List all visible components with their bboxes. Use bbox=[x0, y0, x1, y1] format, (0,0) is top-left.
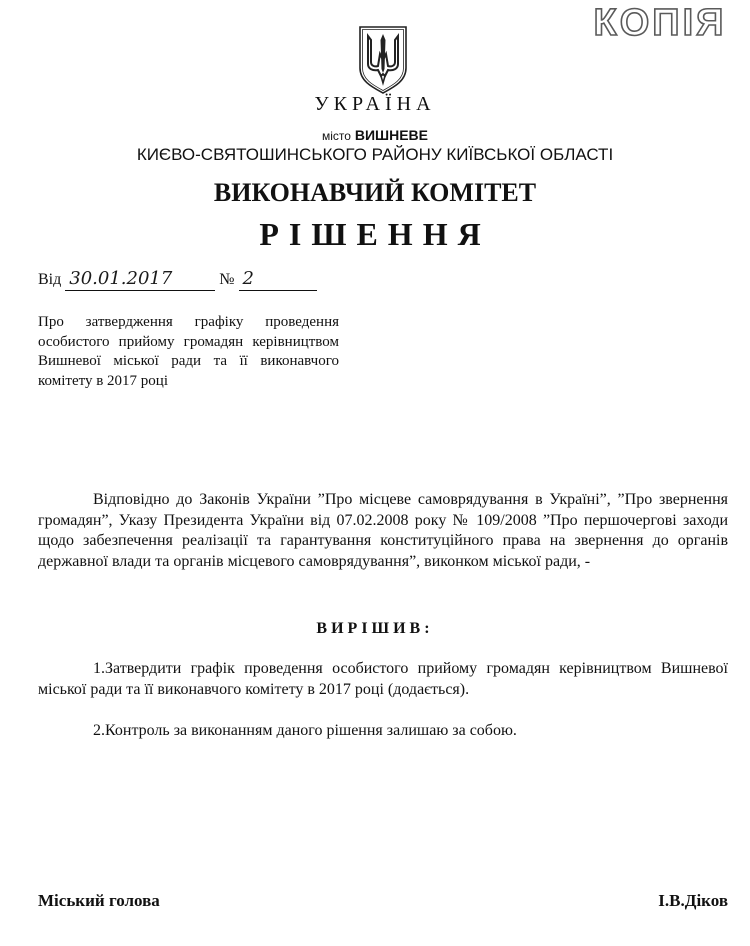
handwritten-number: 2 bbox=[239, 268, 317, 291]
committee-title: ВИКОНАВЧИЙ КОМІТЕТ bbox=[213, 178, 537, 207]
town-name: ВИШНЕВЕ bbox=[354, 127, 428, 143]
town-line bbox=[0, 126, 750, 145]
trident-coat-of-arms-icon bbox=[356, 24, 410, 96]
handwritten-date: 30.01.2017 bbox=[65, 268, 215, 291]
document-type-title: РІШЕННЯ bbox=[259, 216, 491, 252]
decision-subject: Про затвердження графіку проведення особистого прийому громадян керівництвом Вишневої міської ради та її виконавчого комітету в 2017 році bbox=[38, 314, 339, 389]
copy-stamp: КОПІЯ bbox=[593, 2, 727, 44]
decision-point-2: 2.Контроль за виконанням даного рішення залишаю за собою. bbox=[93, 722, 517, 739]
country-name: УКРАЇНА bbox=[314, 93, 436, 115]
resolved-heading: ВИРІШИВ: bbox=[316, 620, 434, 637]
town-prefix: місто bbox=[322, 129, 351, 143]
preamble-paragraph: Відповідно до Законів України ”Про місцеве самоврядування в Україні”, ”Про звернення громадян”, Указу Президента України від 07.02.2008 року № 109/2008 ”Про першочергові заходи щодо забезпечення реалізації та гарантування конституційного права на звернення до органів державної влади та органів місцевого самоврядування”, виконком міської ради, - bbox=[38, 491, 728, 570]
dateline bbox=[38, 268, 317, 291]
district-line: КИЄВО-СВЯТОШИНСЬКОГО РАЙОНУ КИЇВСЬКОЇ ОБЛАСТІ bbox=[136, 145, 614, 164]
signatory-name: І.В.Діков bbox=[658, 891, 728, 910]
decision-point-1: 1.Затвердити графік проведення особистого прийому громадян керівництвом Вишневої міської ради та її виконавчого комітету в 2017 році (додається). bbox=[38, 660, 728, 698]
number-label: № bbox=[219, 271, 235, 288]
signatory-title: Міський голова bbox=[38, 891, 160, 910]
date-label: Від bbox=[38, 271, 62, 288]
